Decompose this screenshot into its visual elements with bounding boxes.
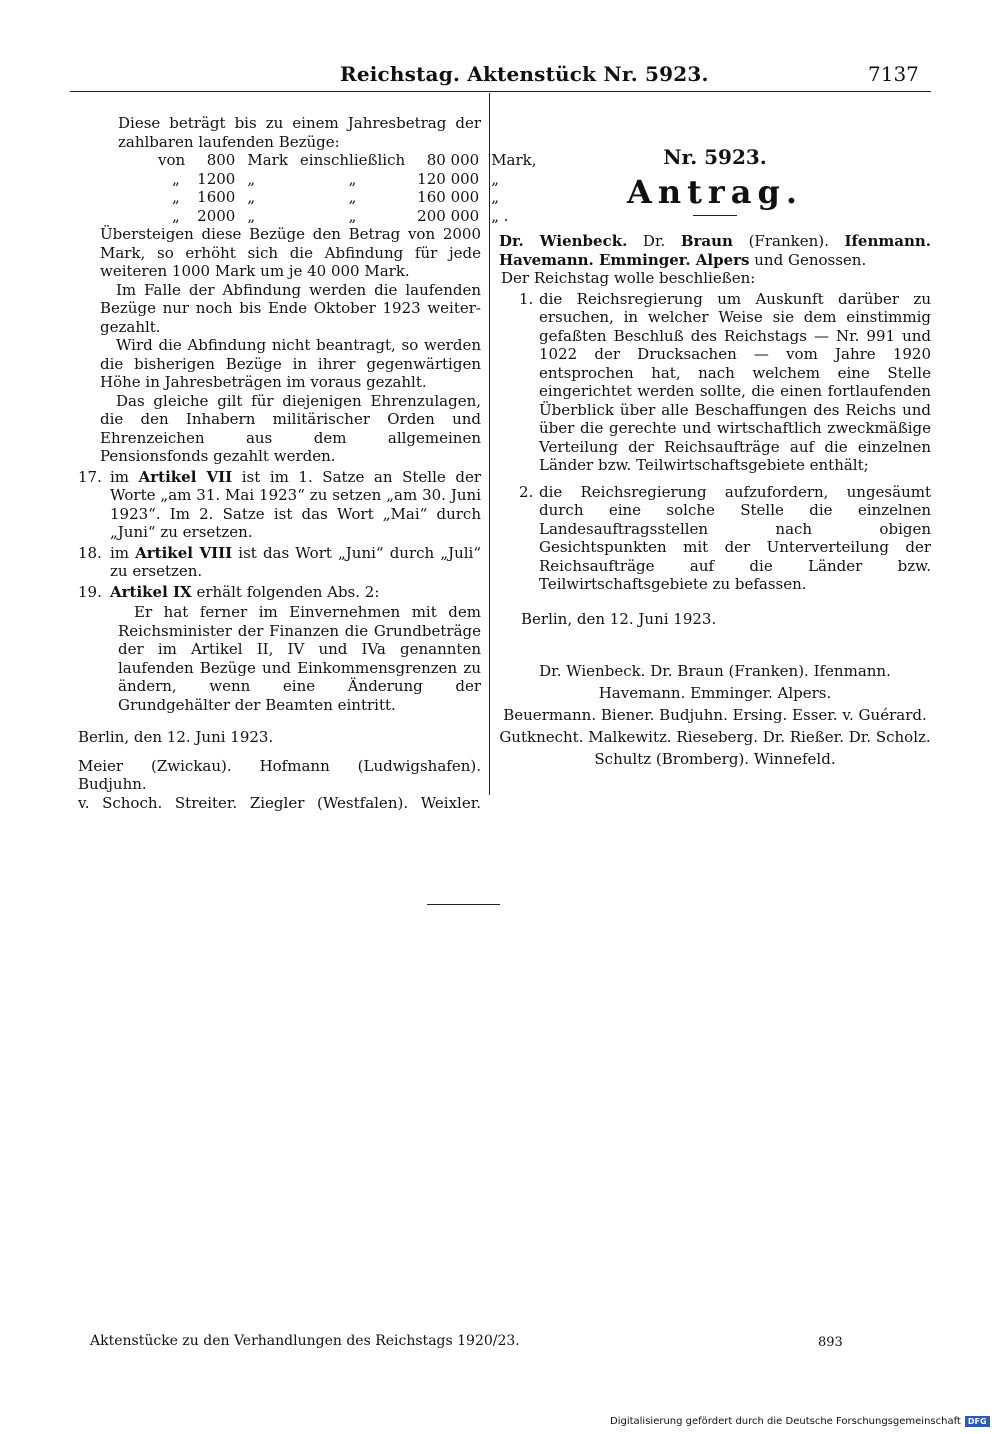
table-cell: Mark xyxy=(247,151,288,169)
table-cell: „ xyxy=(491,169,499,188)
table-cell: „ xyxy=(172,206,180,225)
item-number: 17. xyxy=(78,467,102,486)
table-cell: 80 000 xyxy=(426,151,480,169)
table-row xyxy=(88,188,543,207)
table-cell: Mark, xyxy=(491,151,537,169)
motion-item-1 xyxy=(499,290,931,475)
table-cell: einschließlich xyxy=(299,151,406,169)
table-cell: von xyxy=(158,151,186,169)
payment-scale-table xyxy=(88,151,543,225)
article-ref: Artikel VIII xyxy=(135,543,233,562)
section-separator xyxy=(427,904,500,905)
item-text: im xyxy=(110,467,139,486)
table-row xyxy=(88,170,543,189)
table-cell: „ xyxy=(491,188,499,206)
heading-rule xyxy=(693,215,737,216)
table-cell: „ xyxy=(348,206,357,225)
signature-line: Gutknecht. Malkewitz. Rieseberg. Dr. Rießer. Dr. Scholz. xyxy=(499,728,931,746)
paragraph: Das gleiche gilt für diejenigen Ehrenzulagen, die den Inhabern militärischer Orden und Ehrenzeichen aus dem allgemeinen Pensionsfonds gezahlt werden. xyxy=(100,391,481,465)
item-text: die Reichsregierung aufzufordern, ungesäumt durch eine solche Stelle die einzelnen Landesauftragsstellen nach obigen Gesichtspunkten mit der Unterverteilung der Reichsaufträge auf die Länder bzw. Teilwirtschaftsgebiete zu befassen. xyxy=(539,482,931,593)
left-column xyxy=(78,114,537,812)
signers-line: Meier (Zwickau). Hofmann (Ludwigshafen). Budjuhn. xyxy=(78,756,481,793)
document-number: Nr. 5923. xyxy=(663,145,767,169)
movers-text: und Genossen. xyxy=(749,250,867,269)
date-line: Berlin, den 12. Juni 1923. xyxy=(521,609,717,628)
table-row xyxy=(88,151,543,170)
table-cell: 200 000 xyxy=(417,206,480,225)
signature-line: Beuermann. Biener. Budjuhn. Ersing. Esser. v. Guérard. xyxy=(503,706,927,724)
table-cell: „ xyxy=(247,188,256,206)
table-cell: „ xyxy=(172,188,180,206)
table-cell: „ . xyxy=(491,206,509,225)
table-cell: 1200 xyxy=(197,169,236,188)
movers-text: Dr. xyxy=(627,232,681,250)
amendment-item-18 xyxy=(78,544,481,581)
paragraph: Im Falle der Abfindung werden die laufenden Bezüge nur noch bis Ende Oktober 1923 weiter-gezahlt. xyxy=(100,280,481,336)
paragraph: Wird die Abfindung nicht beantragt, so werden die bisherigen Bezüge in ihrer gegenwärtigen Höhe in Jahresbeträgen im voraus gezahlt. xyxy=(100,336,481,391)
item-number: 19. xyxy=(78,582,102,601)
motion-item-2 xyxy=(499,483,931,594)
signers-block xyxy=(78,757,481,813)
page-number: 7137 xyxy=(868,62,919,86)
article-ref: Artikel IX xyxy=(110,582,192,601)
table-cell: 1600 xyxy=(197,188,236,206)
signature-line: Schultz (Bromberg). Winnefeld. xyxy=(594,750,836,768)
table-cell: „ xyxy=(348,188,357,206)
date-line: Berlin, den 12. Juni 1923. xyxy=(78,728,274,746)
running-header-title: Reichstag. Aktenstück Nr. 5923. xyxy=(340,62,709,86)
item-text: im xyxy=(110,543,136,562)
scale-intro: Diese beträgt bis zu einem Jahresbetrag der zahlbaren laufenden Bezüge: xyxy=(118,114,481,151)
credit-text: Digitalisierung gefördert durch die Deutsche Forschungsgemeinschaft xyxy=(610,1416,961,1427)
header-rule xyxy=(70,91,931,92)
item-text: die Reichsregierung um Auskunft darüber zu ersuchen, in welcher Weise sie dem einstimmig gefaßten Beschluß des Reichstags — Nr. 991 und 1022 der Drucksachen — vom Jahre 1920 entsprochen hat, nach welchem eine Stelle eingerichtet werden sollte, die einen fortlaufenden Überblick über alle Beschaffungen des Reichs und über die gerechte und wirtschaftlich zweckmäßige Verteilung der Reichsaufträge auf die einzelnen Länder bzw. Teilwirtschaftsgebiete enthält; xyxy=(539,289,931,474)
item-text: ist das Wort „Juni“ durch „Juli“ zu ersetzen. xyxy=(110,543,482,580)
mover-name: Dr. Wienbeck. xyxy=(499,232,628,250)
item-text: ist im 1. Satze an Stelle der Worte „am 31. Mai 1923“ zu setzen „am 30. Juni 1923“. Im 2. Satze ist das Wort „Mai“ durch „Juni“ zu ersetzen. xyxy=(110,467,481,541)
quoted-paragraph: Er hat ferner im Einvernehmen mit dem Reichsminister der Finanzen die Grundbeträge der im Artikel II, IV und IVa genannten laufenden Bezüge und Einkommensgrenzen zu ändern, wenn eine Änderung der Grundgehälter der Beamten eintritt. xyxy=(118,603,481,714)
footer-source: Aktenstücke zu den Verhandlungen des Reichstags 1920/23. xyxy=(90,1333,520,1349)
item-number: 2. xyxy=(519,482,534,501)
signatures-block xyxy=(499,660,931,770)
footer-sheet-number: 893 xyxy=(818,1335,843,1350)
amendment-item-19 xyxy=(78,583,481,602)
table-cell: „ xyxy=(247,169,256,188)
table-row xyxy=(88,207,543,226)
table-cell: 160 000 xyxy=(417,188,480,206)
item-text: erhält folgenden Abs. 2: xyxy=(191,582,380,601)
amendment-item-17 xyxy=(78,468,481,542)
mover-name: Ifenmann. Havemann. Emminger. Alpers xyxy=(499,232,931,269)
dfg-logo-icon: DFG xyxy=(965,1416,990,1427)
table-cell: 120 000 xyxy=(417,169,480,188)
signature-line: Havemann. Emminger. Alpers. xyxy=(598,684,832,702)
mover-name: Braun xyxy=(680,232,733,250)
digitization-credit xyxy=(610,1416,990,1427)
item-number: 18. xyxy=(78,543,102,562)
item-number: 1. xyxy=(519,289,534,308)
table-cell: „ xyxy=(247,206,256,225)
paragraph: Übersteigen diese Bezüge den Betrag von 2000 Mark, so erhöht sich die Abfindung für jede weiteren 1000 Mark um je 40 000 Mark. xyxy=(100,225,481,280)
article-ref: Artikel VII xyxy=(138,467,233,486)
signers-line: v. Schoch. Streiter. Ziegler (Westfalen). Weixler. xyxy=(78,793,481,812)
right-column xyxy=(499,114,931,770)
movers-line xyxy=(499,232,931,269)
signature-line: Dr. Wienbeck. Dr. Braun (Franken). Ifenmann. xyxy=(539,662,891,680)
table-cell: 800 xyxy=(206,151,236,169)
table-cell: „ xyxy=(172,169,180,188)
table-cell: „ xyxy=(348,169,357,188)
table-cell: 2000 xyxy=(197,206,236,225)
movers-text: (Franken). xyxy=(732,232,845,250)
document-heading: Antrag. xyxy=(627,172,803,211)
resolution-intro: Der Reichstag wolle beschließen: xyxy=(501,269,756,287)
